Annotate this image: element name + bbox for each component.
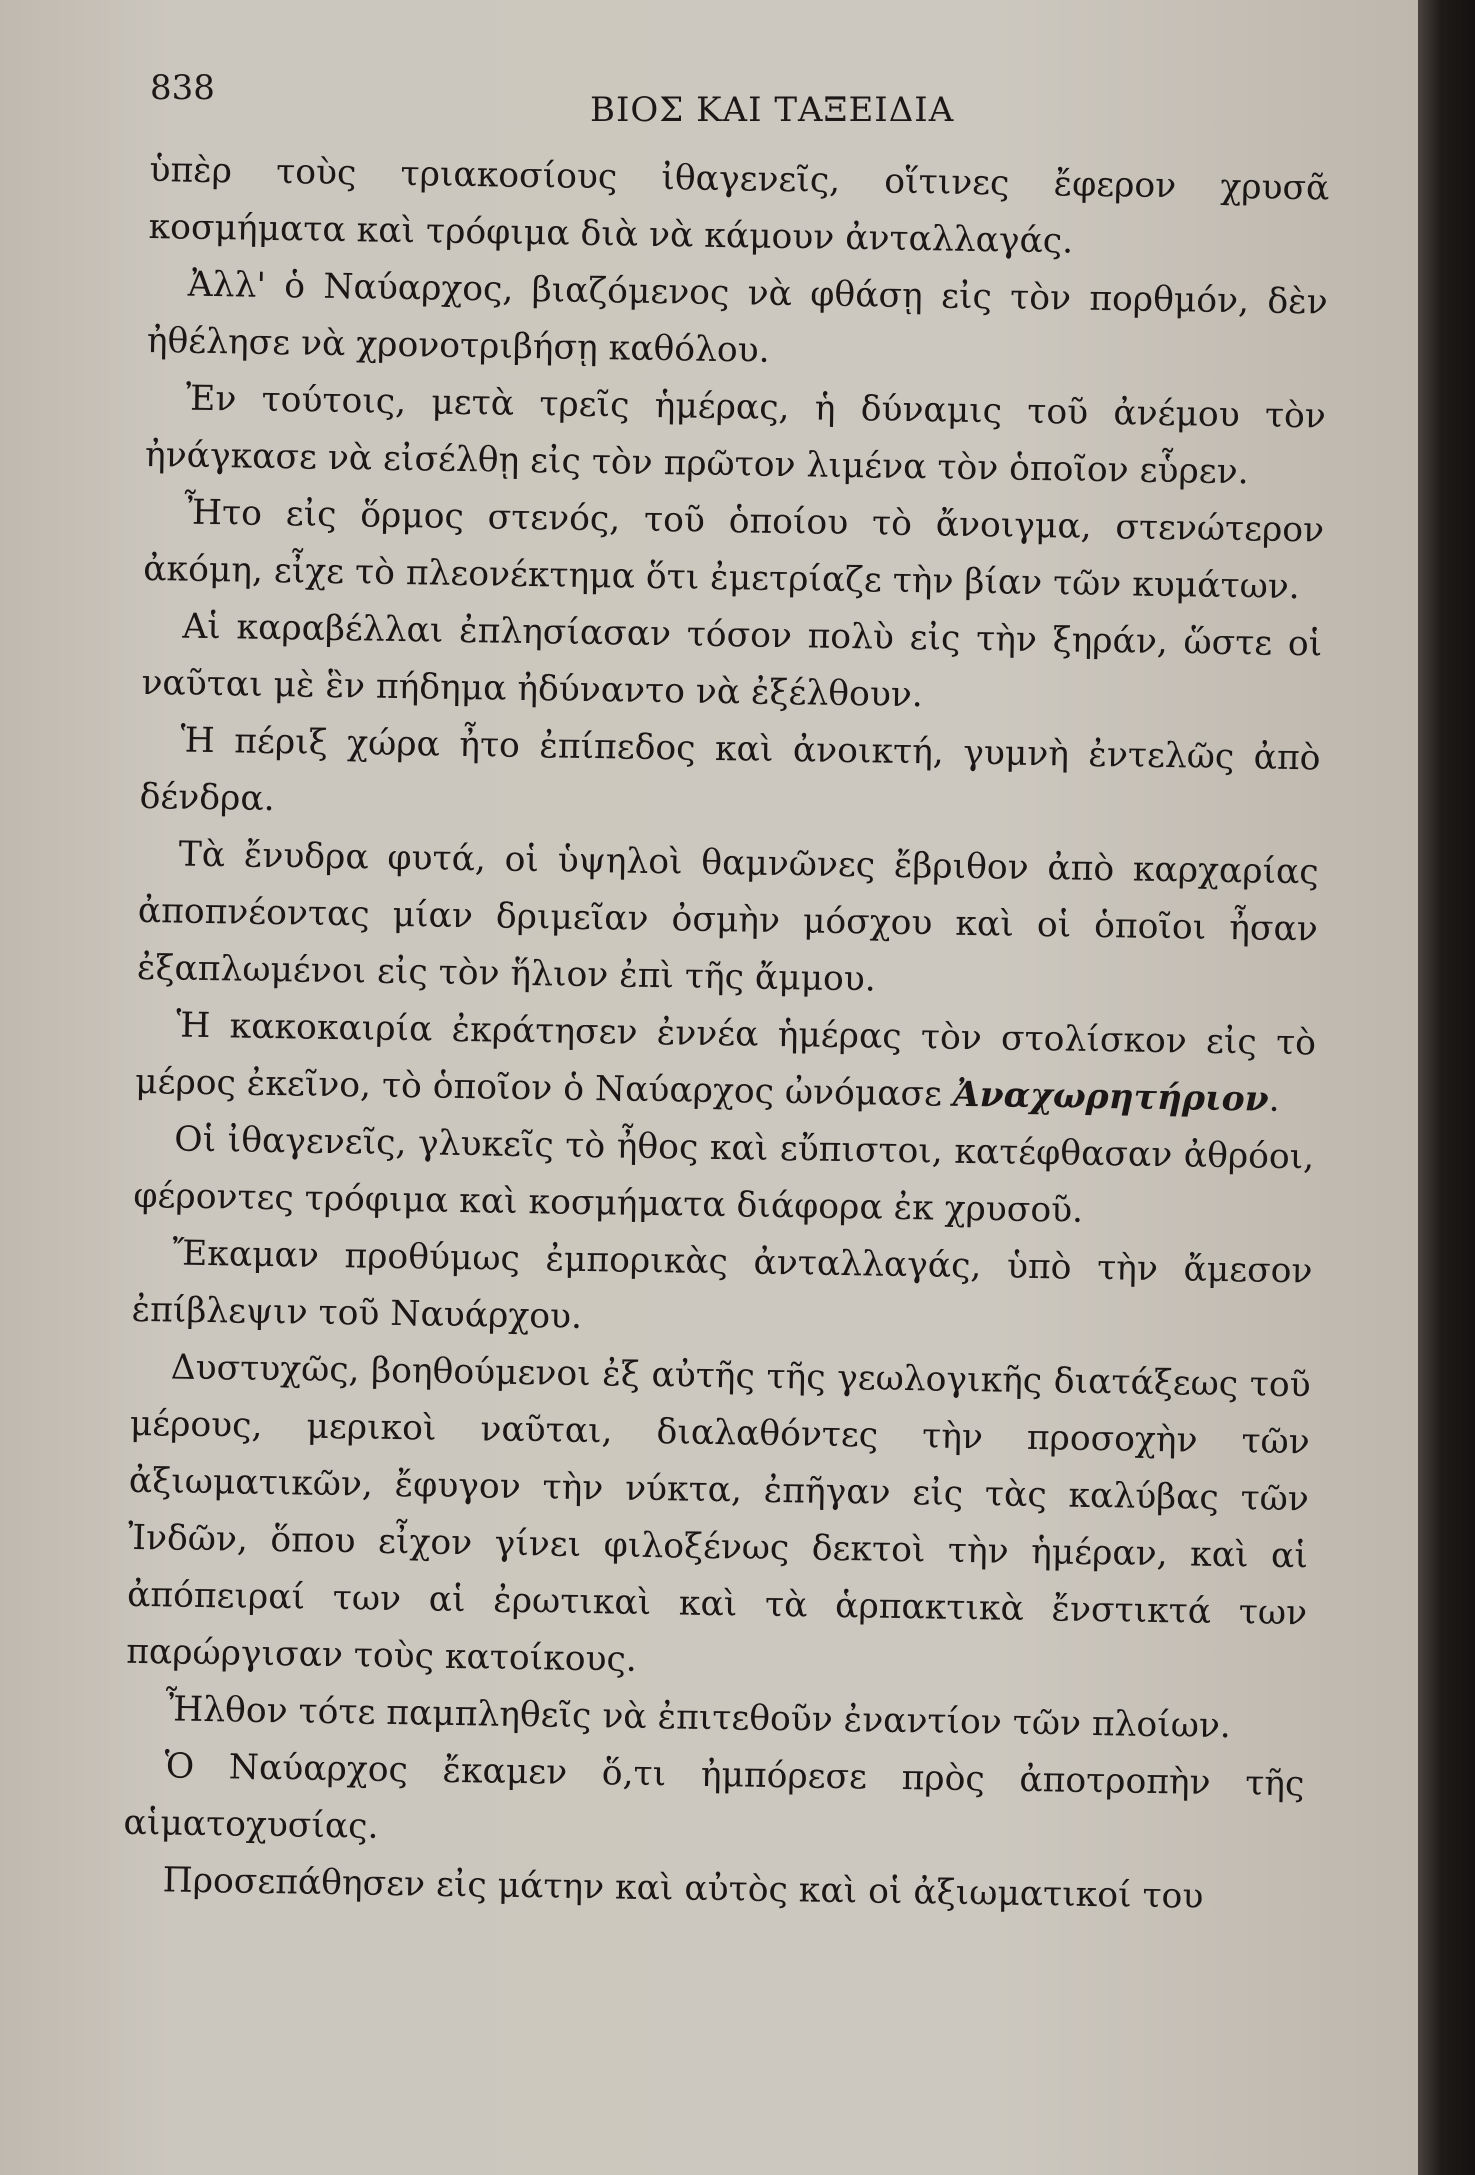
paragraph: Ἦλθον τότε παμπληθεῖς νὰ ἐπιτεθοῦν ἐναντίον τῶν πλοίων.	[165, 1689, 1232, 1747]
page-header	[150, 68, 1350, 138]
paragraph: Δυστυχῶς, βοηθούμενοι ἐξ αὐτῆς τῆς γεωλογικῆς διατάξεως τοῦ μέρους, μερικοὶ ναῦται, διαλαθόντες τὴν προσοχὴν τῶν ἀξιωματικῶν, ἔφυγον τὴν νύκτα, ἐπῆγαν εἰς τὰς καλύβας τῶν Ἰνδῶν, ὅπου εἶχον γίνει φιλοξένως δεκτοὶ τὴν ἡμέραν, καὶ αἱ ἀπόπειραί των αἱ ἐρωτικαὶ καὶ τὰ ἁρπακτικὰ ἔνστικτά των παρώργισαν τοὺς κατοίκους.	[125, 1347, 1311, 1680]
paragraph: Ἐν τούτοις, μετὰ τρεῖς ἡμέρας, ἡ δύναμις τοῦ ἀνέμου τὸν ἠνάγκασε νὰ εἰσέλθῃ εἰς τὸν πρῶτον λιμένα τὸν ὁποῖον εὗρεν.	[144, 378, 1327, 493]
paragraph: Προσεπάθησεν εἰς μάτην καὶ αὐτὸς καὶ οἱ ἀξιωματικοί του	[162, 1860, 1204, 1917]
paragraph: Ἡ πέριξ χώρα ἦτο ἐπίπεδος καὶ ἀνοικτή, γυμνὴ ἐντελῶς ἀπὸ δένδρα.	[139, 720, 1321, 820]
paragraph: Ἀλλ' ὁ Ναύαρχος, βιαζόμενος νὰ φθάσῃ εἰς τὸν πορθμόν, δὲν ἠθέλησε νὰ χρονοτριβήσῃ καθόλου.	[146, 264, 1328, 371]
page-edge-shadow	[1418, 0, 1475, 2175]
page-number: 838	[150, 68, 215, 108]
paragraph: ὑπὲρ τοὺς τριακοσίους ἰθαγενεῖς, οἵτινες ἔφερον χρυσᾶ κοσμήματα καὶ τρόφιμα διὰ νὰ κάμουν ἀνταλλαγάς.	[148, 149, 1330, 262]
paragraph: Τὰ ἔνυδρα φυτά, οἱ ὑψηλοὶ θαμνῶνες ἔβριθον ἀπὸ καρχαρίας ἀποπνέοντας μίαν δριμεῖαν ὀσμὴν μόσχου καὶ οἱ ὁποῖοι ἦσαν ἐξαπλωμένοι εἰς τὸν ἥλιον ἐπὶ τῆς ἄμμου.	[136, 834, 1319, 1000]
body-text	[122, 142, 1330, 1927]
paragraph	[135, 997, 1317, 1130]
paragraph: Αἱ καραβέλλαι ἐπλησίασαν τόσον πολὺ εἰς τὴν ξηράν, ὥστε οἱ ναῦται μὲ ἓν πήδημα ἠδύναντο νὰ ἐξέλθουν.	[141, 606, 1323, 716]
paragraph: Ἦτο εἰς ὅρμος στενός, τοῦ ὁποίου τὸ ἄνοιγμα, στενώτερον ἀκόμη, εἶχε τὸ πλεονέκτημα ὅτι ἐμετρίαζε τὴν βίαν τῶν κυμάτων.	[142, 492, 1325, 608]
paragraph: Ὁ Ναύαρχος ἔκαμεν ὅ,τι ἠμπόρεσε πρὸς ἀποτροπὴν τῆς αἱματοχυσίας.	[123, 1746, 1305, 1847]
paragraph-end: .	[1268, 1079, 1280, 1120]
paragraph-text: Ἡ κακοκαιρία ἐκράτησεν ἐννέα ἡμέρας τὸν στολίσκον εἰς τὸ μέρος ἐκεῖνο, τὸ ὁποῖον ὁ Ναύαρχος ὠνόμασε	[134, 1005, 1317, 1115]
paragraph: Ἔκαμαν προθύμως ἐμπορικὰς ἀνταλλαγάς, ὑπὸ τὴν ἄμεσον ἐπίβλεψιν τοῦ Ναυάρχου.	[131, 1233, 1313, 1337]
paragraph: Οἱ ἰθαγενεῖς, γλυκεῖς τὸ ἦθος καὶ εὔπιστοι, κατέφθασαν ἀθρόοι, φέροντες τρόφιμα καὶ κοσμήματα διάφορα ἐκ χρυσοῦ.	[133, 1119, 1315, 1231]
running-title: ΒΙΟΣ ΚΑΙ ΤΑΞΕΙΔΙΑ	[590, 90, 955, 130]
emphasized-term: Ἀναχωρητήριον	[952, 1074, 1269, 1120]
